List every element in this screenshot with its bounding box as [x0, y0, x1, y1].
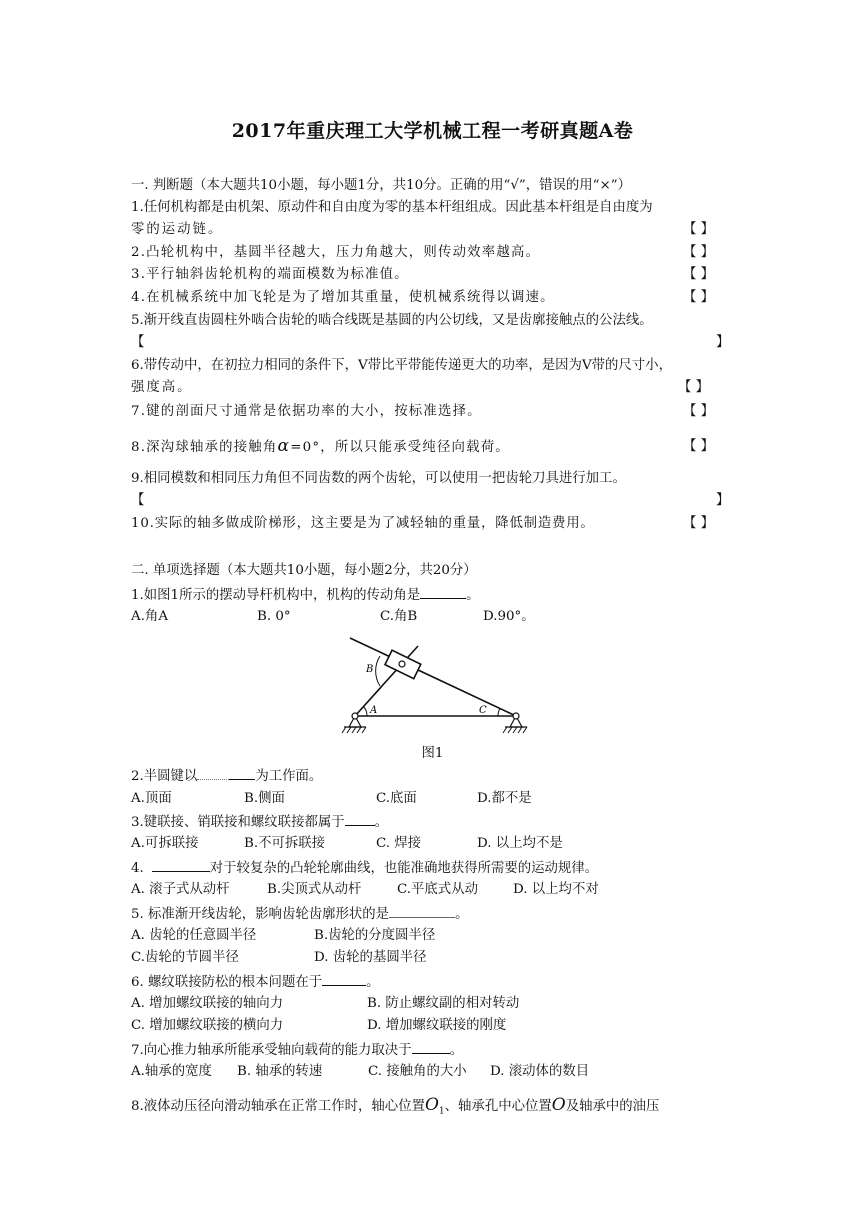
s2-q4-opt-c[interactable]: C.平底式从动 — [397, 882, 478, 897]
s1-q9-bracket-close[interactable]: 】 — [716, 493, 730, 508]
s2-q5-opt-d[interactable]: D. 齿轮的基圆半径 — [314, 950, 427, 965]
s1-q8 — [131, 437, 510, 457]
s2-q5-post: 。 — [455, 907, 469, 922]
o1-subscript: 1 — [438, 1106, 445, 1117]
angle-b-arc — [376, 656, 380, 686]
s2-q1-opt-d[interactable]: D.90°。 — [483, 609, 535, 624]
s2-q5-opt-a[interactable]: A. 齿轮的任意圆半径 — [131, 928, 257, 943]
s2-q2-post: 为工作面。 — [255, 769, 323, 784]
s2-q3-opt-d[interactable]: D. 以上均不是 — [477, 836, 563, 851]
s1-q4: 4.在机械系统中加飞轮是为了增加其重量，使机械系统得以调速。 — [131, 290, 555, 305]
label-c: C — [479, 705, 487, 716]
s2-q6-opt-a[interactable]: A. 增加螺纹联接的轴向力 — [131, 996, 284, 1011]
s1-q5-bracket-close[interactable]: 】 — [716, 335, 730, 350]
s1-q1-bracket[interactable]: 【 】 — [683, 222, 715, 237]
s2-q4-blank[interactable] — [152, 858, 210, 872]
s2-q4-opt-a[interactable]: A. 滚子式从动杆 — [131, 882, 230, 897]
s2-q5-opt-b[interactable]: B.齿轮的分度圆半径 — [314, 928, 436, 943]
s2-q2-opt-a[interactable]: A.顶面 — [131, 791, 172, 806]
s2-q2-blank[interactable] — [229, 766, 255, 780]
s2-q4-pre: 4. — [131, 861, 144, 876]
s2-q1-post: 。 — [466, 588, 480, 603]
s2-q3-opt-c[interactable]: C. 焊接 — [376, 836, 422, 851]
s1-q1-line1: 1.任何机构都是由机架、原动件和自由度为零的基本杆组组成。因此基本杆组是自由度为 — [131, 200, 653, 215]
s1-q9: 9.相同模数和相同压力角但不同齿数的两个齿轮，可以使用一把齿轮刀具进行加工。 — [131, 471, 626, 486]
s1-q6-bracket[interactable]: 【 】 — [678, 380, 710, 395]
s2-q6-opt-b[interactable]: B. 防止螺纹副的相对转动 — [367, 996, 520, 1011]
s2-q1-pre: 1.如图1所示的摆动导杆机构中，机构的传动角是 — [131, 588, 421, 603]
s2-q2-pre: 2.半圆键以 — [131, 769, 198, 784]
s2-q5-blank[interactable] — [389, 904, 455, 918]
s2-q6-post: 。 — [366, 975, 380, 990]
figure-caption: 图1 — [421, 746, 444, 761]
s2-q7-opt-d[interactable]: D. 滚动体的数目 — [490, 1064, 590, 1079]
s2-q7-post: 。 — [449, 1043, 463, 1058]
s2-q5-opt-c[interactable]: C.齿轮的节圆半径 — [131, 950, 239, 965]
o-symbol: O — [551, 1095, 566, 1115]
s1-q10-bracket[interactable]: 【 】 — [683, 516, 715, 531]
s2-q7-opt-b[interactable]: B. 轴承的转速 — [237, 1064, 323, 1079]
s2-q2-opt-d[interactable]: D.都不是 — [477, 791, 532, 806]
s2-q7-blank[interactable] — [412, 1040, 450, 1054]
s1-q5: 5.渐开线直齿圆柱外啮合齿轮的啮合线既是基圆的内公切线，又是齿廓接触点的公法线。 — [131, 313, 653, 328]
s2-q8-mid: 、轴承孔中心位置 — [444, 1099, 552, 1114]
label-a: A — [370, 705, 378, 716]
s1-q2: 2.凸轮机构中，基圆半径越大，压力角越大，则传动效率越高。 — [131, 245, 541, 260]
s2-q6-blank[interactable] — [322, 972, 366, 986]
s2-q8-post: 及轴承中的油压 — [565, 1099, 660, 1114]
s2-q3-opt-a[interactable]: A.可拆联接 — [131, 836, 199, 851]
s2-q2-opt-b[interactable]: B.侧面 — [244, 791, 285, 806]
s1-q10: 10.实际的轴多做成阶梯形，这主要是为了减轻轴的重量，降低制造费用。 — [131, 516, 595, 531]
s1-q6-line1: 6.带传动中，在初拉力相同的条件下，V带比平带能传递更大的功率，是因为V带的尺寸小， — [131, 358, 672, 373]
s2-q1-blank[interactable] — [420, 585, 466, 599]
s1-q8-bracket[interactable]: 【 】 — [683, 439, 715, 454]
s2-q6-opt-d[interactable]: D. 增加螺纹联接的刚度 — [367, 1018, 507, 1033]
s2-q3-opt-b[interactable]: B.不可拆联接 — [244, 836, 326, 851]
s2-q4-opt-b[interactable]: B.尖顶式从动杆 — [267, 882, 362, 897]
s2-q1-opt-a[interactable]: A.角A — [131, 609, 168, 624]
s1-q5-bracket-open[interactable]: 【 — [131, 335, 145, 350]
o1-symbol: O — [424, 1095, 439, 1115]
s2-q2 — [131, 766, 322, 786]
s2-q7 — [131, 1040, 463, 1060]
label-b: B — [366, 664, 374, 675]
s1-q7-bracket[interactable]: 【 】 — [683, 404, 715, 419]
s2-q3-blank[interactable] — [345, 812, 375, 826]
figure-1-mechanism — [340, 632, 535, 737]
s2-q4-post: 对于较复杂的凸轮轮廓曲线，也能准确地获得所需要的运动规律。 — [209, 861, 599, 876]
s2-q2-blank-dotted — [197, 766, 229, 780]
s1-q3-bracket[interactable]: 【 】 — [683, 267, 715, 282]
s2-q3-pre: 3.键联接、销联接和螺纹联接都属于 — [131, 815, 345, 830]
s1-q8-post: =0°，所以只能承受纯径向载荷。 — [290, 440, 510, 455]
s2-q3-post: 。 — [374, 815, 389, 830]
s2-q1 — [131, 585, 480, 605]
s2-q6 — [131, 972, 380, 992]
s2-q1-opt-b[interactable]: B. 0° — [257, 609, 291, 624]
angle-c-arc — [498, 708, 500, 716]
s1-q4-bracket[interactable]: 【 】 — [683, 290, 715, 305]
s2-q7-pre: 7.向心推力轴承所能承受轴向载荷的能力取决于 — [131, 1043, 412, 1058]
s2-q4-opt-d[interactable]: D. 以上均不对 — [513, 882, 599, 897]
s2-q5 — [131, 904, 468, 924]
s1-q9-bracket-open[interactable]: 【 — [131, 493, 145, 508]
s2-q5-pre: 5. 标准渐开线齿轮，影响齿轮齿廓形状的是 — [131, 907, 390, 922]
s1-q1-line2: 零的运动链。 — [131, 222, 224, 237]
s1-q8-pre: 8.深沟球轴承的接触角 — [131, 440, 278, 455]
section2-header: 二. 单项选择题（本大题共10小题，每小题2分，共20分） — [131, 563, 477, 578]
s2-q7-opt-a[interactable]: A.轴承的宽度 — [131, 1064, 212, 1079]
alpha-symbol: α — [277, 436, 291, 456]
s1-q7: 7.键的剖面尺寸通常是依据功率的大小，按标准选择。 — [131, 404, 482, 419]
guide-bar — [355, 646, 418, 716]
s1-q3: 3.平行轴斜齿轮机构的端面模数为标准值。 — [131, 267, 409, 282]
s2-q6-opt-c[interactable]: C. 增加螺纹联接的横向力 — [131, 1018, 284, 1033]
s2-q8-pre: 8.液体动压径向滑动轴承在正常工作时，轴心位置 — [131, 1099, 425, 1114]
s2-q1-opt-c[interactable]: C.角B — [380, 609, 418, 624]
s2-q8 — [131, 1096, 659, 1121]
s2-q2-opt-c[interactable]: C.底面 — [376, 791, 417, 806]
section1-header: 一. 判断题（本大题共10小题，每小题1分，共10分。正确的用“√”，错误的用“×”） — [131, 178, 631, 193]
s2-q3 — [131, 812, 388, 832]
slider-pin — [399, 661, 405, 667]
s2-q7-opt-c[interactable]: C. 接触角的大小 — [368, 1064, 467, 1079]
page-title: 2017年重庆理工大学机械工程一考研真题A卷 — [231, 120, 634, 142]
s2-q6-pre: 6. 螺纹联接防松的根本问题在于 — [131, 975, 323, 990]
s1-q2-bracket[interactable]: 【 】 — [683, 245, 715, 260]
s2-q4 — [131, 858, 598, 878]
s1-q6-line2: 强度高。 — [131, 380, 193, 395]
